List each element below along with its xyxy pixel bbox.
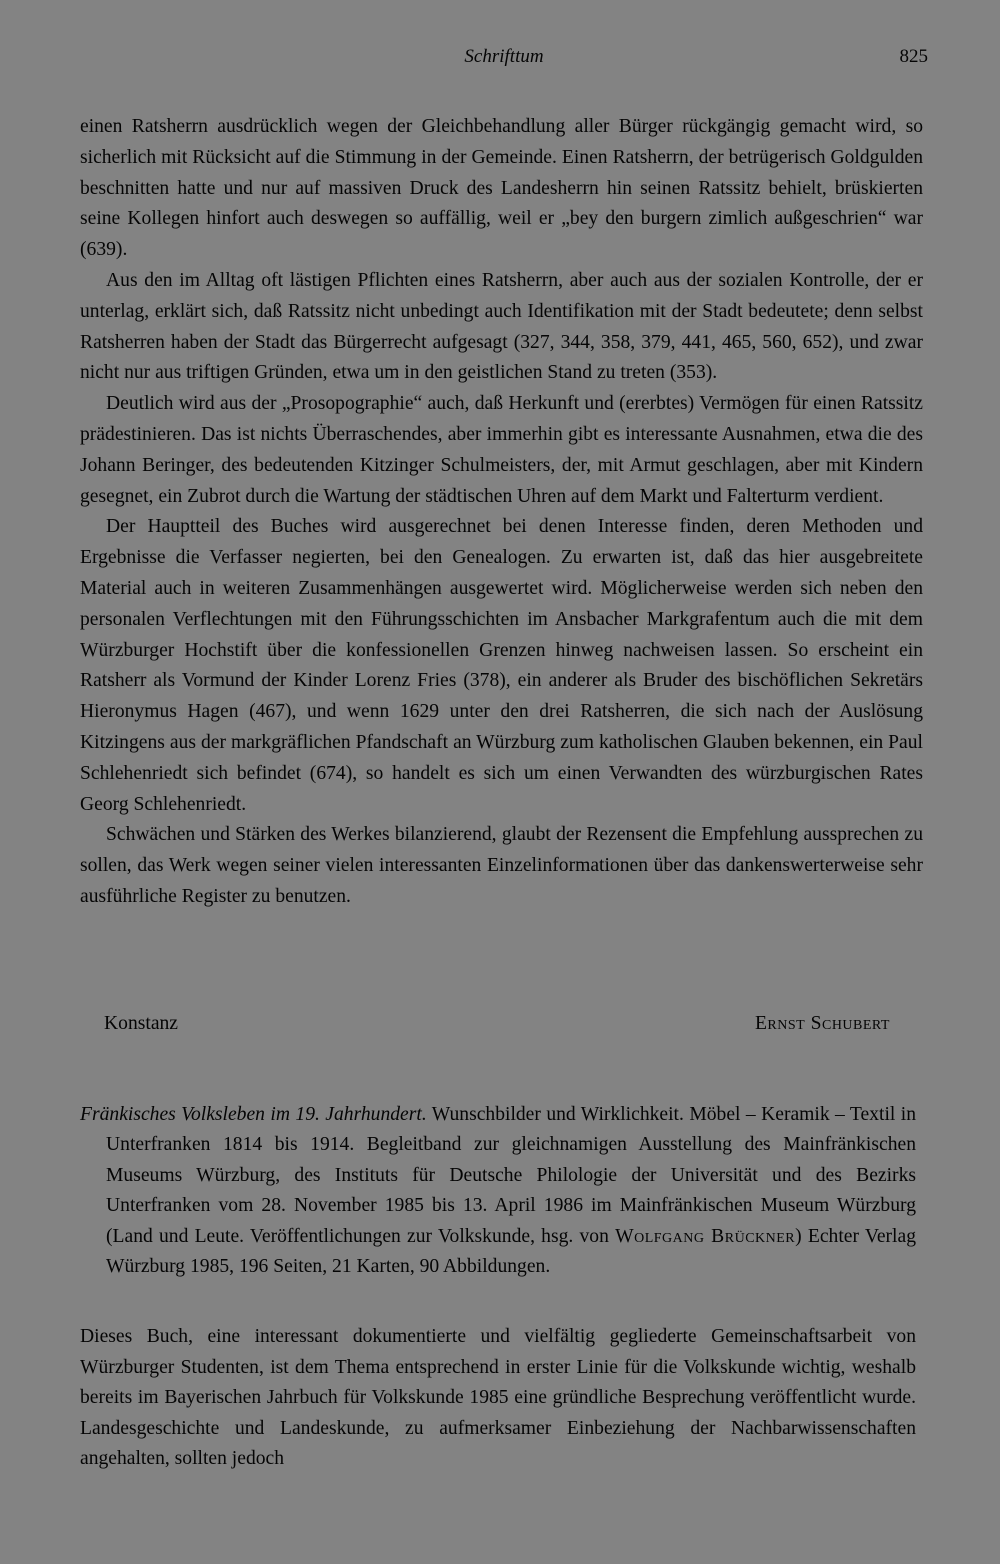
editor-name: Wolfgang Brückner (615, 1225, 796, 1247)
publication-details: ) Echter Verlag Würzburg 1985, 196 Seiten, 21 Karten, 90 Abbildungen. (106, 1225, 916, 1278)
paragraph: Deutlich wird aus der „Prosopographie“ auch, daß Herkunft und (ererbtes) Vermögen für einen Ratssitz prädestinieren. Das ist nichts Überraschendes, aber immerhin gibt es interessante Ausnahmen, etwa die des Johann Beringer, des bedeutenden Kitzinger Schulmeisters, der, mit Armut geschlagen, aber mit Kindern gesegnet, ein Zubrot durch die Wartung der städtischen Uhren auf dem Markt und Falterturm verdient. (80, 393, 923, 507)
running-head (80, 44, 928, 74)
paragraph: Aus den im Alltag oft lästigen Pflichten eines Ratsherrn, aber auch aus der sozialen Kontrolle, der er unterlag, erklärt sich, daß Ratssitz nicht unbedingt auch Identifikation mit der Stadt bedeutete; denn selbst Ratsherren haben der Stadt das Bürgerrecht aufgesagt (327, 344, 358, 379, 441, 465, 560, 652), und zwar nicht nur aus triftigen Gründen, etwa um in den geistlichen Stand zu treten (353). (80, 269, 923, 384)
second-review (80, 1322, 916, 1475)
review-signature (104, 1013, 890, 1043)
page-number: 825 (899, 46, 928, 67)
review-body (80, 112, 923, 913)
signature-author: Ernst Schubert (754, 1013, 890, 1034)
paragraph: einen Ratsherrn ausdrücklich wegen der Gleichbehandlung aller Bürger rückgängig gemacht wird, so sicherlich mit Rücksicht auf die Stimmung in der Gemeinde. Einen Ratsherrn, der betrügerisch Goldgulden beschnitten hatte und nur auf massiven Druck des Landesherrn hin seinen Ratssitz behielt, brüskierten seine Kollegen hinfort auch deswegen so auffällig, weil er „bey den burgern zimlich außgeschrien“ war (639). (80, 116, 923, 261)
bibliographic-entry (80, 1100, 916, 1282)
running-head-title: Schrifttum (464, 46, 544, 67)
signature-place: Konstanz (104, 1013, 179, 1034)
paragraph: Der Hauptteil des Buches wird ausgerechnet bei denen Interesse finden, deren Methoden und Ergebnisse die Verfasser negierten, bei den Genealogen. Zu erwarten ist, daß das hier ausgebreitete Material auch in weiteren Zusammenhängen ausgewertet wird. Möglicherweise werden sich neben den personalen Verflechtungen mit den Führungsschichten im Ansbacher Markgrafentum auch die mit dem Würzburger Hochstift über die konfessionellen Grenzen hinweg nachweisen lassen. So erscheint ein Ratsherr als Vormund der Kinder Lorenz Fries (378), ein anderer als Bruder des bischöflichen Sekretärs Hieronymus Hagen (467), und wenn 1629 unter den drei Ratsherren, die sich nach der Auslösung Kitzingens aus der markgräflichen Pfandschaft an Würzburg zum katholischen Glauben bekennen, ein Paul Schlehenriedt sich befindet (674), so handelt es sich um einen Verwandten des würzburgischen Rates Georg Schlehenriedt. (80, 516, 923, 815)
book-title: Fränkisches Volksleben im 19. Jahrhundert. (80, 1104, 427, 1125)
paragraph: Schwächen und Stärken des Werkes bilanzierend, glaubt der Rezensent die Empfehlung aussprechen zu sollen, das Werk wegen seiner vielen interessanten Einzelinformationen über das dankenswerterweise sehr ausführliche Register zu benutzen. (80, 824, 923, 907)
paragraph: Dieses Buch, eine interessant dokumentierte und vielfältig gegliederte Gemeinschaftsarbeit von Würzburger Studenten, ist dem Thema entsprechend in erster Linie für die Volkskunde wichtig, weshalb bereits im Bayerischen Jahrbuch für Volkskunde 1985 eine gründliche Besprechung veröffentlicht wurde. Landesgeschichte und Landeskunde, zu aufmerksamer Einbeziehung der Nachbarwissenschaften angehalten, sollten jedoch (80, 1326, 916, 1470)
bibliographic-details: Wunschbilder und Wirklichkeit. Möbel – Keramik – Textil in Unterfranken 1814 bis 1914. Begleitband zur gleichnamigen Ausstellung des Mainfränkischen Museums Würzburg, des Instituts für Deutsche Philologie der Universität und des Bezirks Unterfranken vom 28. November 1985 bis 13. April 1986 im Mainfränkischen Museum Würzburg (Land und Leute. Veröffentlichungen zur Volkskunde, hsg. von (106, 1104, 916, 1247)
